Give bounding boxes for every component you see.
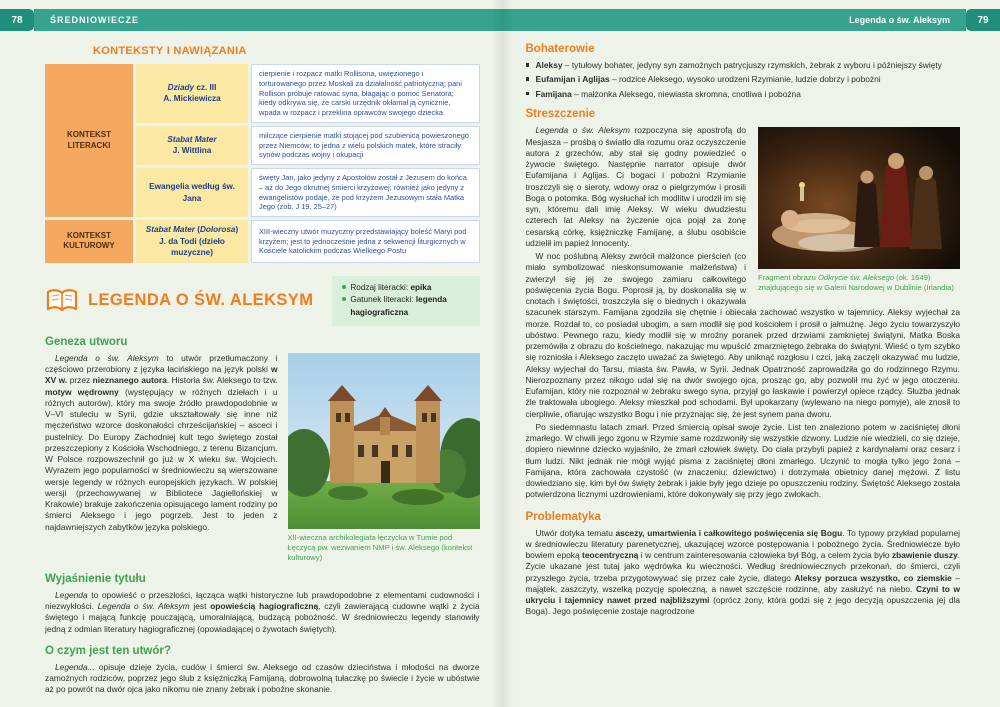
streszczenie-paragraph: W noc poślubną Aleksy zwrócił małżonce pierścień (co miało symbolizować nieskonsumowanie małżeństwa) i zwierzył się jej ze swojego zamiaru całkowitego poświęcenia życia Bogu. Poprosił ją, by doskonaliła się w cnotach i świętości, troszczyła się o biednych i okazywała szacunek starszym. Famijana zgodziła się chętnie i obiecała zachować wszystko w tajemnicy. Aleksy wyjechał za morze. Rozdał to, co posiadał ubogim, a sam modlił się pod kościołem i prosił o jałmużnę. Jego życiu towarzyszyło ubóstwo. Pewnego razu, kiedy modlił się w mroźny poranek przed drzwiami zamkniętej świątyni, Matka Boska przemówiła z obrazu do kościelnego, nakazując mu wpuścić zmarzniętego żebraka do świątyni. Wieść o tym szybko się rozniosła i Aleksego zaczęto uważać za świętego. Aby uniknąć rozgłosu i czci, jaką zaczęli okazywać mu ludzie, Aleksy wyjechał do Tarsu, miasta św. Pawła, w Syrii. Jednak Opatrzność zaprowadziła go do rodzinnego Rzymu. Nierozpoznany przez nikogo udał się na dwór swojego ojca, prosząc go, aby pozwolił mu żyć w jego otoczeniu. Eufamijan, który nie rozpoznał w żebraku swego syna, przyjął go łaskawie i powierzył opiece rządcy. Służba jednak źle traktowała ubogiego. Aleksy mieszkał pod schodami. Był upokarzany (wylewano na niego pomyje), ale znosił to cierpliwie, ofiarując wszystko Bogu i nie przyznając się, że jest synem pana dworu.: [525, 251, 960, 419]
work-description-text: święty Jan, jako jedyny z Apostołów został z Jezusem do końca – aż do Jego okrutnej śmierci krzyżowej; również jako jedyny z ewangelistów podaje, że pod krzyżem Jezusowym stała Matka Jego (zob. J 19, 25–27): [259, 173, 467, 212]
work-author: J. da Todi (dzieło muzyczne): [159, 236, 225, 258]
left-page: [45, 43, 480, 698]
genre-line: [342, 294, 469, 319]
o-czym-paragraph: Legenda... opisuje dzieje życia, cudów i śmierci św. Aleksego od czasów dzieciństwa i młodości na dworze zamożnych rodziców, poprzez jego ślub z księżniczką Famijaną, dobrowolną tułaczkę po świecie i życie w ubóstwie aż po powrót na dwór ojca jako nikomu nie znany żebrak i pobożne skonanie.: [45, 661, 480, 695]
character-entry: Famijana – małżonka Aleksego, niewiasta skromna, cnotliwa i pobożna: [535, 88, 801, 99]
list-item: [526, 74, 961, 85]
section-heading: O czym jest ten utwór?: [45, 644, 171, 657]
bullet-square-icon: [526, 63, 530, 67]
painting-caption: Fragment obrazu Odkrycie św. Aleksego (ok. 1649) znajdującego się w Galerii Narodowej w Dublinie (Irlandia): [758, 273, 954, 293]
bullet-dot-icon: [342, 297, 346, 301]
work-cell: [136, 220, 248, 262]
work-description: [251, 126, 480, 165]
work-description-text: cierpienie i rozpacz matki Rollisona, uwięzionego i torturowanego przez Moskali za działalność patriotyczną; pani Rollison próbuje ratować syna, błagając o pomoc Senatora; kiedy odkrywa się, że carski urzędnik okłamał ją cynicznie, wpada w rozpacz i przeklina oprawców swojego dziecka: [259, 69, 462, 118]
work-cell: [136, 64, 248, 123]
section-o-czym: [45, 645, 480, 696]
contexts-table: [45, 64, 480, 263]
painting-photo: [758, 127, 960, 269]
geneza-paragraph: Legenda o św. Aleksym to utwór przetłumaczony i częściowo przerobiony z języka łacińskiego na język polski w XV w. przez nieznanego autora. Historia św. Aleksego to tzw. motyw wędrowny (występujący w różnych dziełach i u różnych autorów), który ma swoje źródło prawdopodobnie w V–VI stuleciu w Syrii, gdzie ukształtowały się inne niż męczeństwo wzorce doskonałości chrześcijańskiej – asceci i pustelnicy. Do Europy Zachodniej kult tego świętego został przeszczepiony z Kościoła Wschodniego, z terenu Bizancjum. W Polsce rozpowszechnił go już w X wieku św. Wojciech. Wyrazem jego popularności w średniowieczu są wierszowane wersje legendy w różnych europejskich językach. W polskiej wersji (przechowywanej w Bibliotece Jagiellońskiej w Krakowie) brakuje zakończenia opisującego lament rodziny po śmierci Aleksego i jego pogrzeb. Jest to jeden z najdawniejszych zabytków języka polskiego.: [45, 352, 278, 532]
work-description: [251, 64, 480, 123]
section-heading: Geneza utworu: [45, 335, 128, 348]
work-main-title: LEGENDA O ŚW. ALEKSYM: [88, 291, 314, 310]
section-geneza: [45, 336, 480, 563]
right-page: [526, 43, 961, 698]
section-bohaterowie: [526, 43, 961, 100]
church-photo-figure: [288, 353, 480, 563]
streszczenie-paragraph: Po siedemnastu latach zmarł. Przed śmiercią opisał swoje życie. List ten znaleziono potem w zaciśniętej dłoni zmarłego. W chwili jego zgonu w Rzymie same rozdzwoniły się wszystkie dzwony. Ludzie nie wiedzieli, co się dzieje, dopiero niewinne dziecko wyjaśniło, że zmarł człowiek święty. Do ciała przybyli papież z kardynałami oraz cesarz i tłum ludzi. Nikt jednak nie mógł wyjąć pisma z zaciśniętej dłoni zmarłego. Uczynić to mogła tylko jego żona – Famijana, która zachowała czystość (w znaczeniu: dziewictwo) i dotrzymała obietnicy danej mężowi. Z listu dowiedziano się, kim był ów święty żebrak i jakie były jego dzieje po opuszczeniu rodziny. Świętość Aleksego została potwierdzona licznymi uzdrowieniami, które dokonywały się przy jego zwłokach.: [525, 421, 960, 500]
bullet-square-icon: [526, 92, 530, 96]
section-heading: Bohaterowie: [525, 43, 595, 55]
section-heading: Problematyka: [525, 510, 601, 523]
genre-line: [342, 282, 469, 295]
section-problematyka: [526, 511, 961, 618]
work-title: Stabat Mater (Dolorosa): [145, 225, 239, 235]
bullet-square-icon: [526, 77, 530, 81]
contexts-heading: KONTEKSTY I NAWIĄZANIA: [93, 45, 247, 57]
header-bar: [34, 9, 966, 31]
character-entry: Aleksy – tytułowy bohater, jedyny syn zamożnych patrycjuszy rzymskich, żebrak z wyboru i późniejszy święty: [535, 60, 942, 70]
page-number-left: 78: [0, 9, 34, 31]
church-photo-caption: XII-wieczna archikolegiata łęczycka w Tumie pod Łęczycą pw. wezwaniem NMP i św. Aleksego (kontekst kulturowy): [287, 532, 473, 562]
work-description: [251, 220, 480, 262]
work-title: Ewangelia według św. Jana: [149, 182, 235, 203]
context-type-literacki: KONTEKST LITERACKI: [45, 64, 133, 217]
section-heading: Streszczenie: [525, 108, 596, 121]
bullet-dot-icon: [342, 285, 346, 289]
context-type-kulturowy: KONTEKST KULTUROWY: [45, 220, 133, 262]
section-tytul: [45, 573, 480, 635]
work-description: [251, 168, 480, 217]
streszczenie-paragraph: Legenda o św. Aleksym rozpoczyna się apostrofą do Mesjasza – prośbą o światło dla rozumu oraz oczyszczenie autora z grzechów, aby stał się godny powiedzieć o żywocie świętego. Następnie narrator opisuje dwór Eufamijana i Aglijas. Ci bogaci i pobożni Rzymianie troszczyli się o sieroty, wdowy oraz o pielgrzymów i prosili Boga o potomka. Bóg wysłuchał ich modlitw i urodził im się syn, któremu dali imię Aleksy. W wieku dwudziestu czterech lat Aleksy na życzenie ojca pojął za żonę cesarską córkę, księżniczkę Famijanę, a ślubu osobiście udzielił im papież Innocenty.: [525, 125, 746, 248]
work-author: J. Wittlina: [172, 146, 212, 156]
characters-list: [526, 60, 961, 100]
list-item: [526, 89, 961, 100]
chapter-title: ŚREDNIOWIECZE: [50, 15, 140, 25]
running-title: Legenda o św. Aleksym: [849, 15, 950, 25]
work-title: Dziady cz. III: [167, 82, 217, 92]
section-heading: Wyjaśnienie tytułu: [45, 572, 146, 585]
problematyka-paragraph: Utwór dotyka tematu ascezy, umartwienia i całkowitego poświęcenia się Bogu. To typowy przykład popularnej w średniowieczu literatury parenetycznej, ukazującej wzorce postępowania i pobożnego życia. Średniowiecze było bowiem epoką teocentryczną i w centrum zainteresowania człowieka był Bóg, a celem życia było zbawienie duszy. Życie ukazane jest tutaj jako wędrówka ku wieczności. Według średniowiecznych przekonań, do śmierci, czyli przyszłego życia, trzeba przygotowywać się przez całe życie, dlatego Aleksy porzuca wszystko, co ziemskie – majątek, zaszczyty, wszelką pozycję społeczną, a nawet szczęście rodzinne, aby zasłużyć na niebo. Czyni to w ukryciu i tajemnicy nawet przed najbliższymi (oprócz żony, która godzi się z jego decyzją opuszczenia jej dla Boga). Jego poświęcenie zostaje nagrodzone: [525, 527, 960, 617]
page-number-right: 79: [966, 9, 1000, 31]
work-description-text: XIII-wieczny utwór muzyczny przedstawiający boleść Maryi pod krzyżem; jest to jednocześnie jedna z sekwencji liturgicznych w Kościele katolickim podczas Wielkiego Postu: [259, 226, 467, 256]
title-block: [45, 276, 480, 326]
painting-figure: [758, 127, 960, 293]
tytul-paragraph: Legenda to opowieść o przeszłości, łącząca wątki historyczne lub prawdopodobne z elementami cudowności i niezwykłości. Legenda o św. Aleksym jest opowieścią hagiograficzną, czyli zawierającą cudowne wątki z życia świętego i mającą funkcję pouczającą, umoralniającą, budzącą pobożność. W średniowieczu legendy stanowiły jedną z odmian literatury hagiograficznej (opowiadającej o żywotach świętych).: [45, 589, 480, 634]
list-item: [526, 60, 961, 71]
church-photo: [288, 353, 480, 529]
genre-box: [332, 276, 479, 326]
work-cell: [136, 126, 248, 165]
work-title: Stabat Mater: [167, 134, 217, 144]
work-author: A. Mickiewicza: [163, 94, 221, 104]
character-entry: Eufamijan i Aglijas – rodzice Aleksego, wysoko urodzeni Rzymianie, ludzie dobrzy i pobożni: [535, 74, 881, 85]
work-description-text: milczące cierpienie matki stojącej pod szubienicą powieszonego przez Niemców; to jedna z wielu polskich matek, które straciły synów podczas wojny i okupacji: [259, 130, 469, 160]
work-cell: [136, 168, 248, 217]
open-book-icon: [45, 287, 79, 315]
genre-line-text: Gatunek literacki: legenda hagiograficzna: [350, 295, 447, 318]
page-header: [0, 9, 1000, 31]
genre-line-text: Rodzaj literacki: epika: [350, 282, 432, 292]
section-streszczenie: [526, 108, 961, 502]
